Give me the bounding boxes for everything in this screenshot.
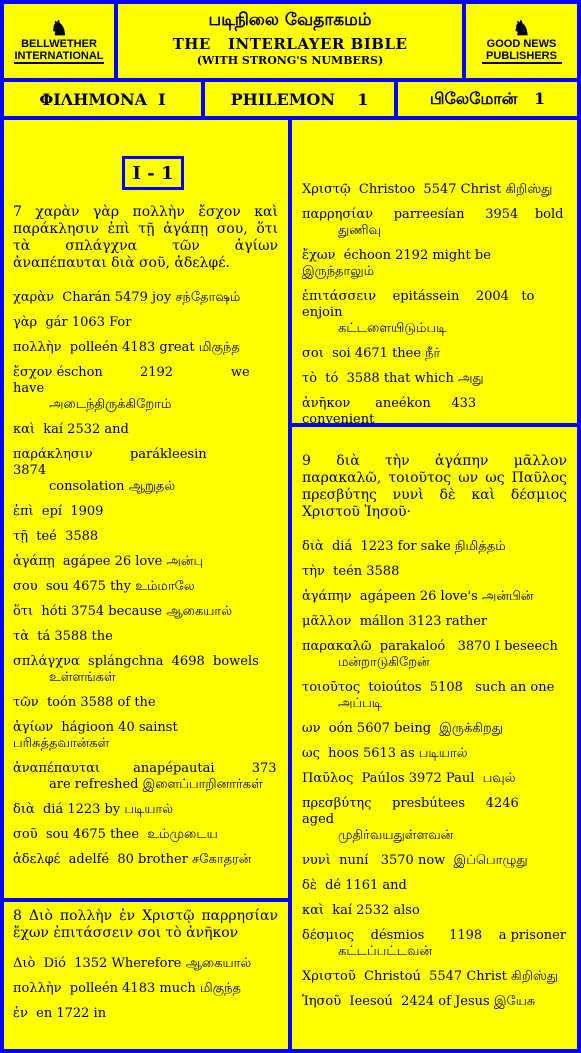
entry-main-text: ἀγάπην agápeen 26 love's அன்பின் [302, 589, 534, 604]
entry-main-text: ὅτι hóti 3754 because ஆகையால் [13, 604, 233, 619]
list-item [13, 761, 288, 793]
entry-main-text: τὰ tá 3588 the [13, 629, 113, 644]
entry-sub-text: கட்டளையிடும்படி [338, 321, 447, 336]
entry-main-text: ἀδελφέ adelfé 80 brother சகோதரன் [13, 852, 252, 867]
verse-9-text: 9 διὰ τὴν ἀγάπην μᾶλλον παρακαλῶ, τοιοῦτος ων ως Παῦλος πρεσβύτης νυνὶ δὲ καὶ δέσμιος Χριστοῦ Ἰησοῦ· [302, 453, 567, 520]
bellwether-emblem-icon: ♞ [50, 16, 68, 40]
entry-main-text: παράκλησιν parákleesin 3874 [13, 447, 248, 478]
list-item [302, 539, 577, 555]
entry-main-text: Διὸ Dió 1352 Wherefore ஆகையால் [13, 956, 252, 971]
list-item [302, 564, 577, 580]
list-item [13, 529, 288, 545]
book-title-greek [4, 82, 201, 116]
chapter-label: I - 1 [122, 156, 184, 190]
title-tamil: படிநிலை வேதாகமம் [208, 10, 372, 30]
list-item [13, 504, 288, 520]
entry-main-text: ἔσχον éschon 2192 we have [13, 365, 254, 396]
list-item [13, 1006, 288, 1022]
entry-main-text: ἐπὶ epí 1909 [13, 504, 104, 519]
entry-main-text: τῇ teé 3588 [13, 529, 99, 544]
list-item [302, 721, 577, 737]
book-english-text: PHILEMON 1 [230, 89, 369, 109]
list-item [13, 852, 288, 868]
book-tamil-text: பிலேமோன் 1 [429, 88, 546, 108]
list-item [302, 994, 577, 1010]
list-item [302, 207, 577, 239]
list-item [302, 680, 577, 712]
entry-main-text: ως hoos 5613 as படியால் [302, 746, 468, 761]
entry-main-text: ἐπιτάσσειν epitássein 2004 to enjoin [302, 289, 539, 320]
right-bottom-panel [292, 427, 577, 1049]
entry-main-text: διὰ diá 1223 for sake நிமித்தம் [302, 539, 506, 554]
left-column-content [13, 204, 288, 877]
right-bottom-content [302, 453, 577, 1019]
list-item [13, 579, 288, 595]
list-item [13, 629, 288, 645]
word-list [302, 182, 577, 444]
entry-main-text: τὴν teén 3588 [302, 564, 400, 579]
list-item [13, 422, 288, 438]
entry-main-text: νυνὶ nuní 3570 now இப்பொழுது [302, 853, 528, 868]
bellwether-logo-text: BELLWETHER INTERNATIONAL [14, 38, 104, 62]
entry-main-text: τὸ tó 3588 that which அது [302, 371, 484, 386]
book-title-english [205, 82, 394, 116]
entry-sub-text: மன்றாடுகிறேன் [338, 655, 430, 670]
left-bottom-panel [4, 902, 288, 1049]
entry-sub-text: முதிர்வயதுள்ளவன் [338, 828, 454, 843]
book-greek-text: ΦΙΛΗΜΟΝΑ Ι [39, 89, 166, 109]
left-bottom-content [13, 908, 288, 1031]
entry-main-text: Χριστῷ Christoo 5547 Christ கிறிஸ்து [302, 182, 553, 197]
list-item [13, 981, 288, 997]
list-item [13, 604, 288, 620]
word-list [13, 290, 288, 868]
entry-main-text: σου sou 4675 thy உம்மாலே [13, 579, 195, 594]
list-item [302, 746, 577, 762]
entry-sub-text: consolation ஆறுதல் [49, 479, 176, 494]
entry-main-text: παρρησίαν parreesían 3954 bold [302, 207, 564, 222]
good-news-emblem-icon: ♞ [512, 16, 531, 40]
entry-main-text: δὲ dé 1161 and [302, 878, 407, 893]
entry-main-text: διὰ diá 1223 by படியால் [13, 802, 174, 817]
entry-main-text: παρακαλῶ parakaloó 3870 I beseech [302, 639, 558, 654]
entry-sub-text: அடைந்திருக்கிறோம் [49, 397, 172, 412]
list-item [302, 371, 577, 387]
entry-main-text: ἁγίων hágioon 40 sainst பரிசுத்தவான்கள் [13, 720, 182, 751]
list-item [302, 614, 577, 630]
entry-main-text: γὰρ gár 1063 For [13, 315, 132, 330]
entry-sub-text: are refreshed இளைப்பாறினார்கள் [49, 777, 263, 792]
list-item [302, 346, 577, 362]
list-item [13, 340, 288, 356]
entry-sub-text: கட்டப்பட்டவன் [338, 944, 433, 959]
entry-main-text: τοιοῦτος toioútos 5108 such an one [302, 680, 555, 695]
list-item [13, 654, 288, 686]
entry-main-text: Ἰησοῦ Ieesoú 2424 of Jesus இயேசு [302, 994, 536, 1009]
entry-main-text: πολλὴν polleén 4183 great மிகுந்த [13, 340, 240, 355]
list-item [302, 903, 577, 919]
list-item [302, 589, 577, 605]
entry-main-text: ἐν en 1722 in [13, 1006, 107, 1021]
entry-main-text: πρεσβύτης presbútees 4246 aged [302, 796, 540, 827]
page-title: THE INTERLAYER BIBLE [172, 35, 408, 53]
right-top-panel [292, 120, 577, 427]
entry-main-text: σοι soi 4671 thee நீர் [302, 346, 441, 361]
list-item [302, 796, 577, 844]
list-item [302, 289, 577, 337]
list-item [13, 315, 288, 331]
list-item [13, 956, 288, 972]
entry-main-text: πολλὴν polleén 4183 much மிகுந்த [13, 981, 241, 996]
entry-main-text: ἀγάπῃ agápee 26 love அன்பு [13, 554, 204, 569]
page-subtitle: (WITH STRONG'S NUMBERS) [196, 54, 384, 67]
list-item [13, 447, 288, 495]
entry-main-text: ων oón 5607 being இருக்கிறது [302, 721, 504, 736]
book-title-tamil [398, 82, 577, 116]
list-item [13, 695, 288, 711]
list-item [302, 182, 577, 198]
entry-main-text: δέσμιος désmios 1198 a prisoner [302, 928, 567, 943]
entry-main-text: χαρὰν Charán 5479 joy சந்தோஷம் [13, 290, 241, 305]
entry-main-text: καὶ kaí 2532 also [302, 903, 420, 918]
entry-main-text: σπλάγχνα splángchna 4698 bowels [13, 654, 259, 669]
entry-main-text: καὶ kaí 2532 and [13, 422, 129, 437]
list-item [302, 248, 577, 280]
word-list [302, 539, 577, 1010]
good-news-logo-text: GOOD NEWS PUBLISHERS [482, 38, 562, 64]
entry-main-text: ἀνῆκον aneékon 433 convenient [302, 396, 501, 427]
list-item [302, 853, 577, 869]
list-item [302, 771, 577, 787]
right-top-content [302, 182, 577, 453]
list-item [302, 928, 577, 960]
entry-main-text: Παῦλος Paúlos 3972 Paul பவுல் [302, 771, 516, 786]
list-item [302, 969, 577, 985]
word-list [13, 956, 288, 1022]
list-item [13, 802, 288, 818]
bellwether-logo [4, 4, 114, 78]
entry-sub-text: உள்ளங்கள் [49, 670, 116, 685]
list-item [302, 878, 577, 894]
entry-sub-text: துணிவு [338, 223, 382, 238]
entry-main-text: ἔχων échoon 2192 might be இருந்தாலும் [302, 248, 496, 279]
entry-sub-text: அப்படி [338, 696, 383, 711]
verse-7-text: 7 χαρὰν γὰρ πολλὴν ἔσχον καὶ παράκλησιν ἐπὶ τῇ ἀγάπῃ σου, ὅτι τὰ σπλάγχνα τῶν ἁγίων ἀναπέπαυται διὰ σοῦ, ἀδελφέ. [13, 204, 278, 271]
left-column-panel [4, 120, 288, 898]
good-news-logo [466, 4, 577, 78]
list-item [13, 720, 288, 752]
entry-main-text: Χριστοῦ Christoú 5547 Christ கிறிஸ்து [302, 969, 559, 984]
list-item [13, 554, 288, 570]
list-item [13, 290, 288, 306]
list-item [302, 639, 577, 671]
entry-main-text: μᾶλλον mállon 3123 rather [302, 614, 488, 629]
entry-main-text: τῶν toón 3588 of the [13, 695, 156, 710]
list-item [13, 827, 288, 843]
header-title-block [118, 4, 462, 78]
verse-8-text: 8 Διὸ πολλὴν ἐν Χριστῷ παρρησίαν ἔχων ἐπιτάσσειν σοι τὸ ἀνῆκον [13, 908, 278, 941]
entry-main-text: σοῦ sou 4675 thee உம்முடைய [13, 827, 218, 842]
entry-main-text: ἀναπέπαυται anapépautai 373 [13, 761, 277, 776]
list-item [13, 365, 288, 413]
